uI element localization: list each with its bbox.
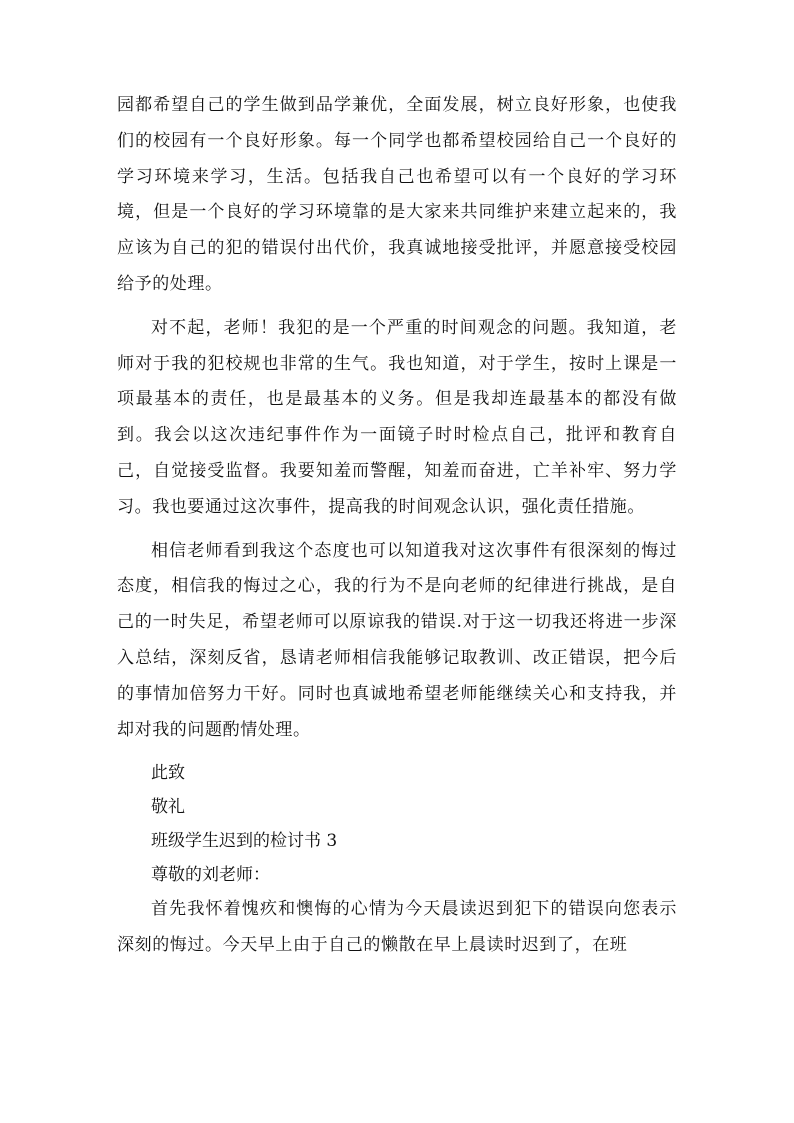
paragraph-final: 首先我怀着愧疚和懊悔的心情为今天晨读迟到犯下的错误向您表示深刻的悔过。今天早上由于自己的懒散在早上晨读时迟到了，在班 bbox=[117, 899, 677, 956]
closing-line-2: 敬礼 bbox=[151, 797, 185, 818]
section-heading: 班级学生迟到的检讨书 3 bbox=[151, 831, 338, 852]
paragraph-repentance: 相信老师看到我这个态度也可以知道我对这次事件有很深刻的悔过态度，相信我的悔过之心，我的行为不是向老师的纪律进行挑战，是自己的一时失足，希望老师可以原谅我的错误.对于这一切我还将进一步深入总结，深刻反省，恳请老师相信我能够记取教训、改正错误，把今后的事情加倍努力干好。同时也真诚地希望老师能继续关心和支持我，并却对我的问题酌情处理。 bbox=[117, 540, 677, 740]
paragraph-continued: 园都希望自己的学生做到品学兼优，全面发展，树立良好形象，也使我们的校园有一个良好形象。每一个同学也都希望校园给自己一个良好的学习环境来学习，生活。包括我自己也希望可以有一个良好的学习环境，但是一个良好的学习环境靠的是大家来共同维护来建立起来的，我应该为自己的犯的错误付出代价，我真诚地接受批评，并愿意接受校园给予的处理。 bbox=[117, 95, 677, 294]
paragraph-apology: 对不起，老师！我犯的是一个严重的时间观念的问题。我知道，老师对于我的犯校规也非常的生气。我也知道，对于学生，按时上课是一项最基本的责任，也是最基本的义务。但是我却连最基本的都没有做到。我会以这次违纪事件作为一面镜子时时检点自己，批评和教育自己，自觉接受监督。我要知羞而警醒，知羞而奋进，亡羊补牢、努力学习。我也要通过这次事件，提高我的时间观念认识，强化责任措施。 bbox=[117, 317, 677, 517]
closing-line-1: 此致 bbox=[151, 763, 185, 784]
salutation: 尊敬的刘老师： bbox=[151, 865, 270, 886]
document-body bbox=[117, 88, 677, 972]
